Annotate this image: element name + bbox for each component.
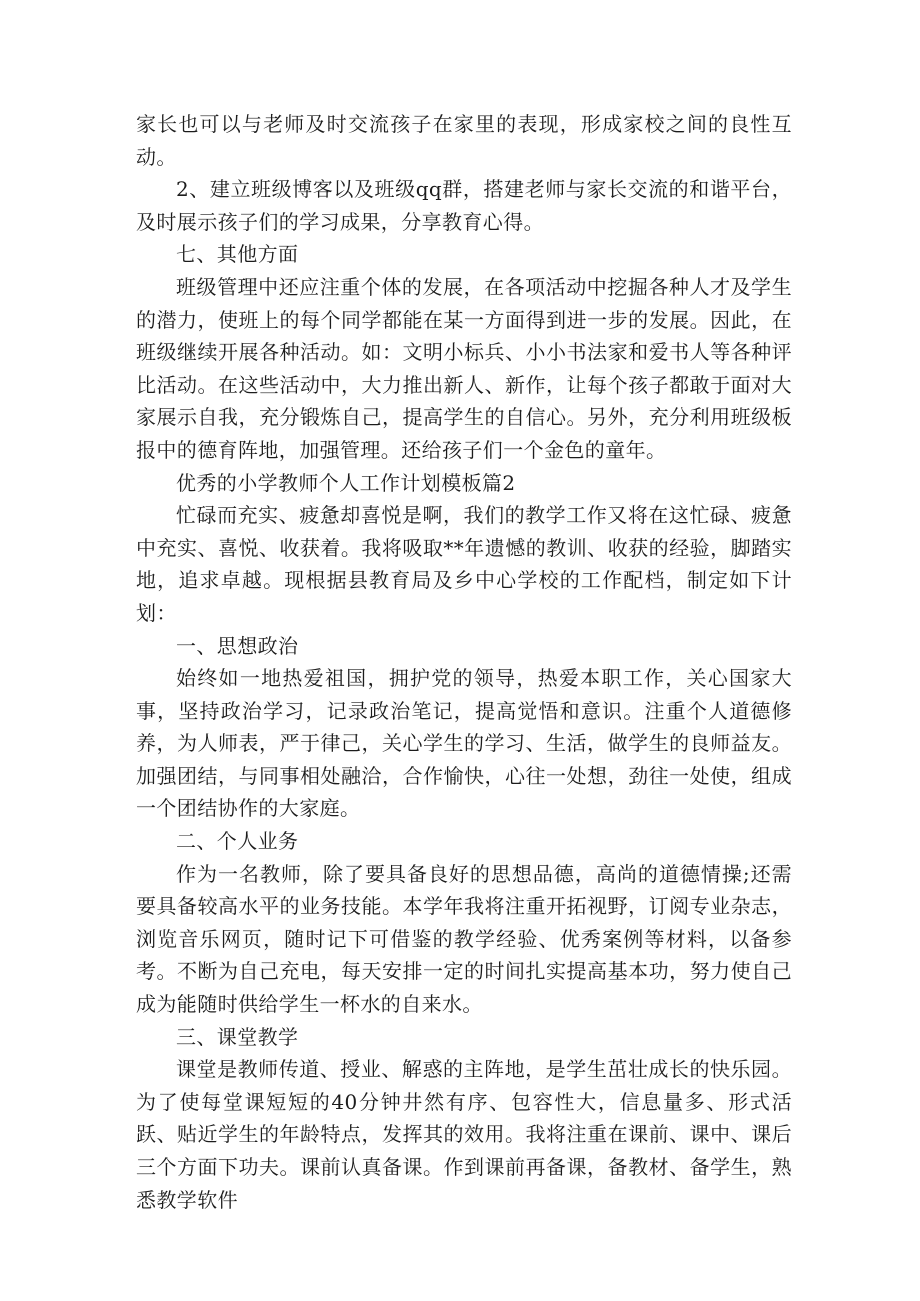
paragraph-personal-professional: 作为一名教师，除了要具备良好的思想品德，高尚的道德情操;还需要具备较高水平的业务技能。本学年我将注重开拓视野，订阅专业杂志，浏览音乐网页，随时记下可借鉴的教学经验、优秀案例等材料，以备参考。不断为自己充电，每天安排一定的时间扎实提高基本功，努力使自己成为能随时供给学生一杯水的自来水。 — [136, 861, 792, 1017]
paragraph-home-school-interaction: 家长也可以与老师及时交流孩子在家里的表现，形成家校之间的良性互动。 — [136, 112, 792, 169]
section-heading-classroom-teaching: 三、课堂教学 — [176, 1024, 299, 1049]
paragraph-class-blog-qq-group: 2、建立班级博客以及班级qq群，搭建老师与家长交流的和谐平台，及时展示孩子们的学习成果，分享教育心得。 — [136, 177, 792, 234]
section-heading-personal-professional: 二、个人业务 — [176, 829, 299, 854]
document-body — [136, 108, 792, 1216]
paragraph-individual-development: 班级管理中还应注重个体的发展，在各项活动中挖掘各种人才及学生的潜力，使班上的每个同学都能在某一方面得到进一步的发展。因此，在班级继续开展各种活动。如：文明小标兵、小小书法家和爱书人等各种评比活动。在这些活动中，大力推出新人、新作，让每个孩子都敢于面对大家展示自我，充分锻炼自己，提高学生的自信心。另外，充分利用班级板报中的德育阵地，加强管理。还给孩子们一个金色的童年。 — [136, 274, 792, 462]
document-title-plan-2: 优秀的小学教师个人工作计划模板篇2 — [176, 470, 516, 495]
paragraph-classroom-teaching: 课堂是教师传道、授业、解惑的主阵地，是学生茁壮成长的快乐园。为了使每堂课短短的40分钟井然有序、包容性大，信息量多、形式活跃、贴近学生的年龄特点，发挥其的效用。我将注重在课前、课中、课后三个方面下功夫。课前认真备课。作到课前再备课，备教材、备学生，熟悉教学软件 — [136, 1057, 792, 1212]
paragraph-introduction: 忙碌而充实、疲惫却喜悦是啊，我们的教学工作又将在这忙碌、疲惫中充实、喜悦、收获着。我将吸取**年遗憾的教训、收获的经验，脚踏实地，追求卓越。现根据县教育局及乡中心学校的工作配档，制定如下计划： — [136, 503, 792, 625]
section-heading-other-aspects: 七、其他方面 — [176, 242, 299, 267]
section-heading-ideology-politics: 一、思想政治 — [176, 633, 299, 658]
paragraph-ideology-politics: 始终如一地热爱祖国，拥护党的领导，热爱本职工作，关心国家大事，坚持政治学习，记录政治笔记，提高觉悟和意识。注重个人道德修养，为人师表，严于律己，关心学生的学习、生活，做学生的良师益友。加强团结，与同事相处融洽，合作愉快，心往一处想，劲往一处使，组成一个团结协作的大家庭。 — [136, 666, 792, 821]
